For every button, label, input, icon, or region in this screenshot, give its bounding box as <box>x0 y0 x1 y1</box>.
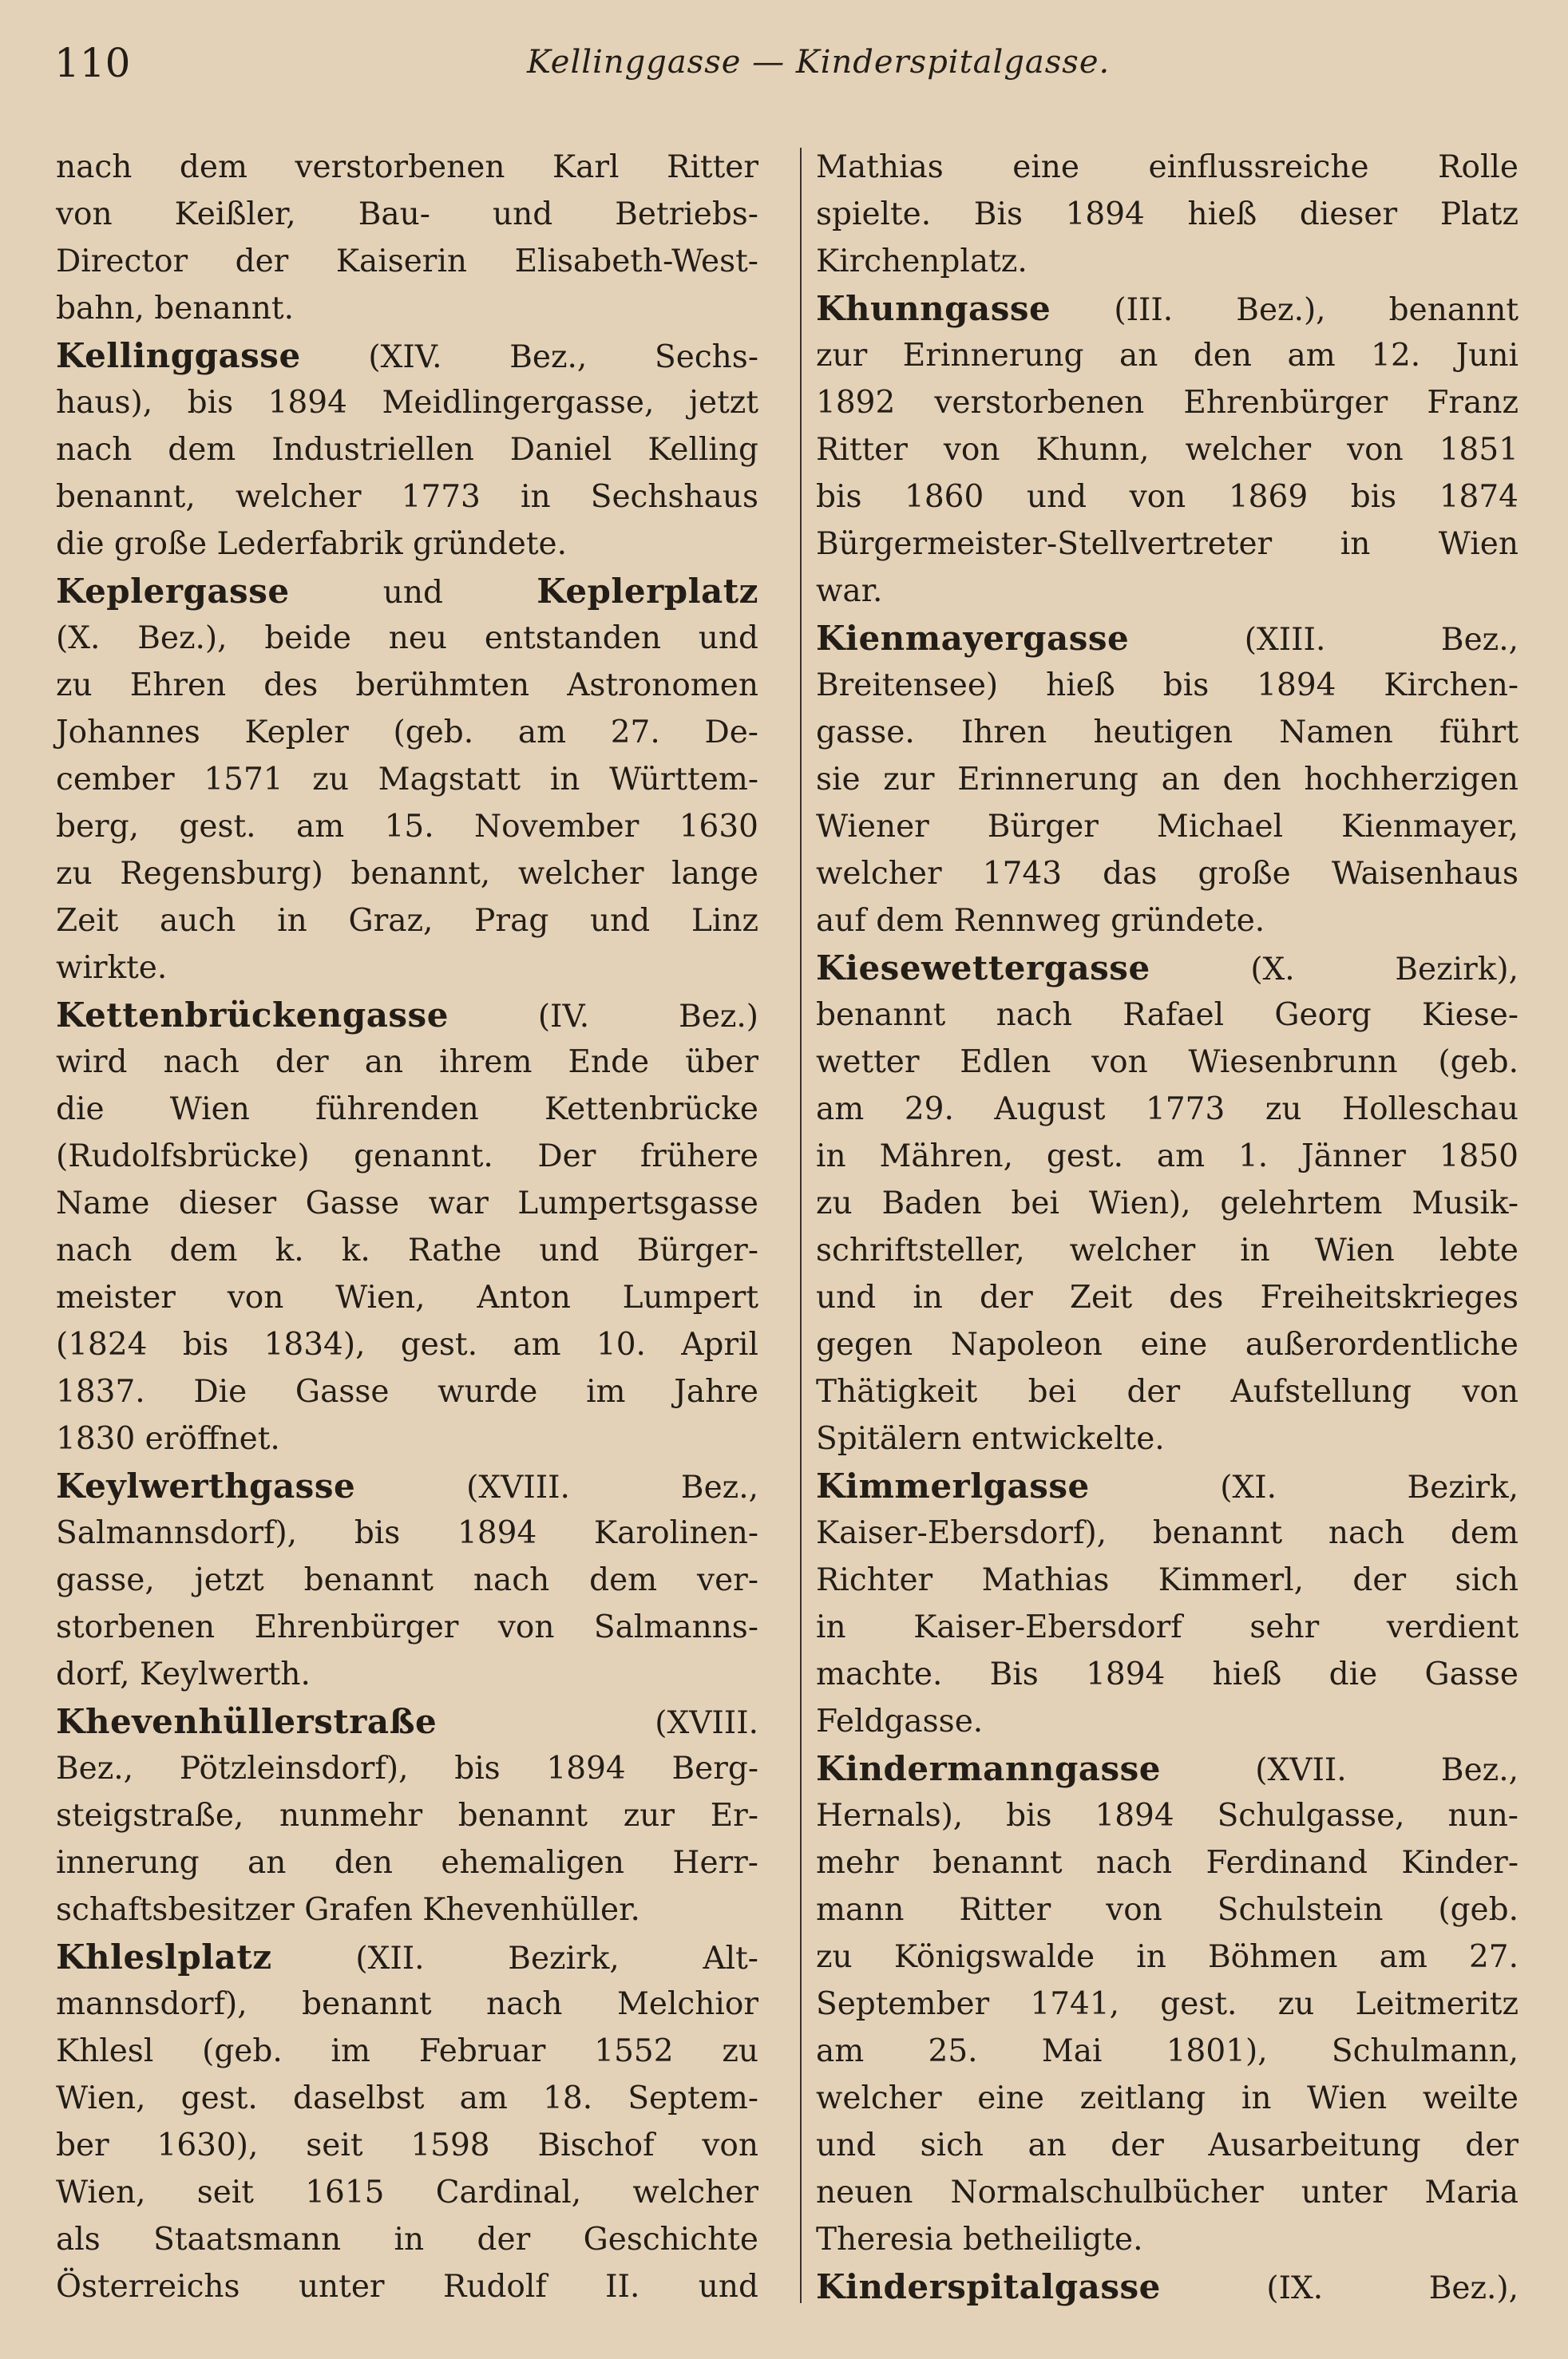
line-text: Director der Kaiserin Elisabeth-West- <box>56 243 758 279</box>
line-text: Salmannsdorf), bis 1894 Karolinen- <box>56 1515 758 1551</box>
text-line <box>56 1039 758 1086</box>
line-text: am 29. August 1773 zu Holleschau <box>816 1091 1519 1127</box>
line-text: (XIV. Bez., Sechs- <box>300 339 758 375</box>
text-line <box>56 1651 758 1698</box>
entry-headword: Keplerplatz <box>537 572 758 611</box>
line-text: benannt, welcher 1773 in Sechshaus <box>56 479 758 515</box>
text-line <box>816 1745 1519 1792</box>
text-line <box>816 1086 1519 1133</box>
text-line <box>816 2169 1519 2216</box>
text-line <box>816 1839 1519 1886</box>
line-text: benannt nach Rafael Georg Kiese- <box>816 997 1519 1033</box>
line-text: Feldgasse. <box>816 1704 984 1740</box>
line-text: Wien, gest. daselbst am 18. Septem- <box>56 2080 758 2116</box>
text-line <box>56 2263 758 2310</box>
line-text: (III. Bez.), benannt <box>1051 292 1519 328</box>
text-line <box>816 2216 1519 2263</box>
text-line <box>816 1227 1519 1274</box>
line-text: berg, gest. am 15. November 1630 <box>56 809 758 845</box>
text-line <box>816 285 1519 332</box>
line-text: (IV. Bez.) <box>448 999 758 1035</box>
text-line <box>56 379 758 426</box>
text-line <box>56 1604 758 1651</box>
column-divider <box>800 148 802 2303</box>
line-text: gasse, jetzt benannt nach dem ver- <box>56 1562 758 1598</box>
running-title: Kellinggasse — Kinderspitalgasse. <box>527 44 1111 81</box>
entry-headword: Kienmayergasse <box>816 619 1130 658</box>
entry-headword: Kettenbrückengasse <box>56 995 449 1035</box>
text-line <box>816 709 1519 756</box>
line-text: Ritter von Khunn, welcher von 1851 <box>816 432 1519 468</box>
text-line <box>816 1415 1519 1463</box>
line-text: Hernals), bis 1894 Schulgasse, nun- <box>816 1798 1519 1834</box>
line-text: (XVIII. <box>437 1705 758 1741</box>
text-line <box>816 897 1519 944</box>
text-line <box>56 191 758 238</box>
text-line <box>56 1792 758 1839</box>
text-line <box>56 1321 758 1368</box>
text-line <box>816 662 1519 709</box>
line-text: war. <box>816 573 883 609</box>
text-line <box>816 379 1519 426</box>
line-text: haus), bis 1894 Meidlingergasse, jetzt <box>56 385 758 421</box>
text-line <box>56 1415 758 1463</box>
text-line <box>816 850 1519 897</box>
line-text: (XVII. Bez., <box>1161 1752 1519 1788</box>
text-line <box>56 756 758 803</box>
line-text: wirkte. <box>56 950 168 986</box>
text-line <box>56 850 758 897</box>
entry-headword: Khevenhüllerstraße <box>56 1702 438 1741</box>
line-text: (XVIII. Bez., <box>355 1470 758 1506</box>
text-line <box>816 2122 1519 2169</box>
text-line <box>56 1463 758 1510</box>
line-text: Theresia betheiligte. <box>816 2222 1143 2258</box>
text-line <box>56 1368 758 1415</box>
line-text: am 25. Mai 1801), Schulmann, <box>816 2033 1519 2069</box>
line-text: mehr benannt nach Ferdinand Kinder- <box>816 1845 1519 1881</box>
line-text: zur Erinnerung an den am 12. Juni <box>816 338 1519 374</box>
line-text: schriftsteller, welcher in Wien lebte <box>816 1233 1519 1269</box>
line-text: in Mähren, gest. am 1. Jänner 1850 <box>816 1138 1519 1174</box>
text-line <box>56 2169 758 2216</box>
text-line <box>56 1886 758 1934</box>
line-text: mann Ritter von Schulstein (geb. <box>816 1892 1519 1928</box>
left-column <box>56 144 758 2310</box>
line-text: dorf, Keylwerth. <box>56 1656 311 1692</box>
text-line <box>56 2216 758 2263</box>
line-text: spielte. Bis 1894 hieß dieser Platz <box>816 196 1519 232</box>
entry-headword: Keplergasse <box>56 572 290 611</box>
text-line <box>816 191 1519 238</box>
text-line <box>56 1227 758 1274</box>
text-line <box>56 1510 758 1557</box>
line-text: Khlesl (geb. im Februar 1552 zu <box>56 2033 758 2069</box>
line-text: Mathias eine einflussreiche Rolle <box>816 149 1519 185</box>
text-line <box>56 332 758 379</box>
line-text: nach dem Industriellen Daniel Kelling <box>56 432 758 468</box>
text-line <box>816 1792 1519 1839</box>
text-line <box>56 2122 758 2169</box>
text-line <box>56 238 758 285</box>
line-text: 1837. Die Gasse wurde im Jahre <box>56 1374 758 1410</box>
line-text: (1824 bis 1834), gest. am 10. April <box>56 1327 758 1363</box>
text-line <box>816 144 1519 191</box>
text-line <box>56 473 758 520</box>
line-text: gegen Napoleon eine außerordentliche <box>816 1327 1519 1363</box>
line-text: bahn, benannt. <box>56 291 294 327</box>
text-line <box>56 1745 758 1792</box>
line-text: (IX. Bez.), <box>1160 2270 1519 2306</box>
text-line <box>56 426 758 473</box>
line-text: von Keißler, Bau- und Betriebs- <box>56 196 758 232</box>
line-text: Wiener Bürger Michael Kienmayer, <box>816 809 1519 845</box>
line-text: cember 1571 zu Magstatt in Württem- <box>56 762 758 798</box>
text-line <box>56 662 758 709</box>
text-line <box>56 1934 758 1981</box>
text-line <box>816 991 1519 1039</box>
line-text: zu Königswalde in Böhmen am 27. <box>816 1939 1519 1975</box>
line-text: Richter Mathias Kimmerl, der sich <box>816 1562 1519 1598</box>
line-text: welcher 1743 das große Waisenhaus <box>816 856 1519 892</box>
text-line <box>816 1698 1519 1745</box>
line-text: (XIII. Bez., <box>1129 622 1519 658</box>
line-text: (X. Bez.), beide neu entstanden und <box>56 620 758 656</box>
text-line <box>816 1651 1519 1698</box>
text-line <box>816 2028 1519 2075</box>
line-text: als Staatsmann in der Geschichte <box>56 2222 758 2258</box>
entry-headword: Kellinggasse <box>56 336 301 375</box>
line-text: Kirchenplatz. <box>816 243 1028 279</box>
line-text: storbenen Ehrenbürger von Salmanns- <box>56 1609 758 1645</box>
text-line <box>56 520 758 568</box>
line-text: Bürgermeister-Stellvertreter in Wien <box>816 526 1519 562</box>
entry-headword: Keylwerthgasse <box>56 1466 356 1506</box>
line-text: innerung an den ehemaligen Herr- <box>56 1845 758 1881</box>
line-text: zu Regensburg) benannt, welcher lange <box>56 856 758 892</box>
text-line <box>816 1604 1519 1651</box>
text-line <box>56 991 758 1039</box>
text-line <box>56 1133 758 1180</box>
text-line <box>816 332 1519 379</box>
text-line <box>56 1839 758 1886</box>
right-column <box>816 144 1519 2310</box>
text-line <box>56 615 758 662</box>
line-text: und sich an der Ausarbeitung der <box>816 2127 1519 2163</box>
line-text: gasse. Ihren heutigen Namen führt <box>816 714 1519 750</box>
line-text: wetter Edlen von Wiesenbrunn (geb. <box>816 1044 1519 1080</box>
text-line <box>56 1981 758 2028</box>
text-line <box>56 944 758 991</box>
text-line <box>816 473 1519 520</box>
line-text: 1830 eröffnet. <box>56 1421 280 1457</box>
line-text: und <box>289 575 537 611</box>
text-line <box>816 1981 1519 2028</box>
line-text: Johannes Kepler (geb. am 27. De- <box>56 714 758 750</box>
line-text: Zeit auch in Graz, Prag und Linz <box>56 903 758 939</box>
line-text: (X. Bezirk), <box>1150 952 1519 988</box>
text-line <box>56 803 758 850</box>
entry-headword: Kimmerlgasse <box>816 1466 1090 1506</box>
text-line <box>816 1321 1519 1368</box>
text-line <box>816 426 1519 473</box>
entry-headword: Khunngasse <box>816 289 1051 328</box>
text-line <box>816 2075 1519 2122</box>
text-line <box>56 1557 758 1604</box>
line-text: September 1741, gest. zu Leitmeritz <box>816 1986 1519 2022</box>
entry-headword: Khleslplatz <box>56 1937 272 1977</box>
line-text: Kaiser-Ebersdorf), benannt nach dem <box>816 1515 1519 1551</box>
line-text: auf dem Rennweg gründete. <box>816 903 1265 939</box>
text-line <box>56 1274 758 1321</box>
text-line <box>816 944 1519 991</box>
text-line <box>56 1698 758 1745</box>
line-text: 1892 verstorbenen Ehrenbürger Franz <box>816 385 1519 421</box>
text-line <box>56 709 758 756</box>
line-text: meister von Wien, Anton Lumpert <box>56 1280 758 1316</box>
line-text: (Rudolfsbrücke) genannt. Der frühere <box>56 1138 758 1174</box>
line-text: wird nach der an ihrem Ende über <box>56 1044 758 1080</box>
line-text: neuen Normalschulbücher unter Maria <box>816 2175 1519 2211</box>
text-line <box>816 1934 1519 1981</box>
text-line <box>56 568 758 615</box>
line-text: Wien, seit 1615 Cardinal, welcher <box>56 2175 758 2211</box>
text-line <box>816 1463 1519 1510</box>
text-line <box>816 1886 1519 1934</box>
line-text: zu Ehren des berühmten Astronomen <box>56 667 758 703</box>
text-line <box>816 1274 1519 1321</box>
text-line <box>56 144 758 191</box>
line-text: machte. Bis 1894 hieß die Gasse <box>816 1656 1519 1692</box>
line-text: mannsdorf), benannt nach Melchior <box>56 1986 758 2022</box>
text-line <box>56 1086 758 1133</box>
text-line <box>816 1180 1519 1227</box>
line-text: Name dieser Gasse war Lumpertsgasse <box>56 1185 758 1221</box>
text-line <box>56 897 758 944</box>
text-line <box>56 285 758 332</box>
text-line <box>816 1557 1519 1604</box>
line-text: schaftsbesitzer Grafen Khevenhüller. <box>56 1892 640 1928</box>
line-text: welcher eine zeitlang in Wien weilte <box>816 2080 1519 2116</box>
line-text: Österreichs unter Rudolf II. und <box>56 2269 758 2305</box>
line-text: nach dem verstorbenen Karl Ritter <box>56 149 758 185</box>
text-line <box>816 568 1519 615</box>
text-line <box>816 520 1519 568</box>
line-text: ber 1630), seit 1598 Bischof von <box>56 2127 758 2163</box>
page-number: 110 <box>54 40 131 86</box>
line-text: und in der Zeit des Freiheitskrieges <box>816 1280 1519 1316</box>
line-text: Thätigkeit bei der Aufstellung von <box>816 1374 1519 1410</box>
line-text: nach dem k. k. Rathe und Bürger- <box>56 1233 758 1269</box>
line-text: Spitälern entwickelte. <box>816 1421 1165 1457</box>
text-line <box>816 803 1519 850</box>
line-text: die Wien führenden Kettenbrücke <box>56 1091 758 1127</box>
text-line <box>816 1133 1519 1180</box>
text-line <box>56 1180 758 1227</box>
line-text: Bez., Pötzleinsdorf), bis 1894 Berg- <box>56 1751 758 1787</box>
text-line <box>816 1368 1519 1415</box>
text-line <box>56 2075 758 2122</box>
line-text: steigstraße, nunmehr benannt zur Er- <box>56 1798 758 1834</box>
line-text: (XII. Bezirk, Alt- <box>271 1941 758 1977</box>
line-text: sie zur Erinnerung an den hochherzigen <box>816 762 1519 798</box>
line-text: in Kaiser-Ebersdorf sehr verdient <box>816 1609 1519 1645</box>
text-line <box>816 615 1519 662</box>
entry-headword: Kindermanngasse <box>816 1749 1162 1788</box>
line-text: bis 1860 und von 1869 bis 1874 <box>816 479 1519 515</box>
text-line <box>56 2028 758 2075</box>
text-line <box>816 238 1519 285</box>
entry-headword: Kinderspitalgasse <box>816 2267 1161 2306</box>
text-line <box>816 1510 1519 1557</box>
line-text: die große Lederfabrik gründete. <box>56 526 568 562</box>
entry-headword: Kiesewettergasse <box>816 948 1150 988</box>
line-text: zu Baden bei Wien), gelehrtem Musik- <box>816 1185 1519 1221</box>
text-line <box>816 756 1519 803</box>
text-line <box>816 1039 1519 1086</box>
line-text: Breitensee) hieß bis 1894 Kirchen- <box>816 667 1519 703</box>
text-line <box>816 2263 1519 2310</box>
line-text: (XI. Bezirk, <box>1089 1470 1519 1506</box>
